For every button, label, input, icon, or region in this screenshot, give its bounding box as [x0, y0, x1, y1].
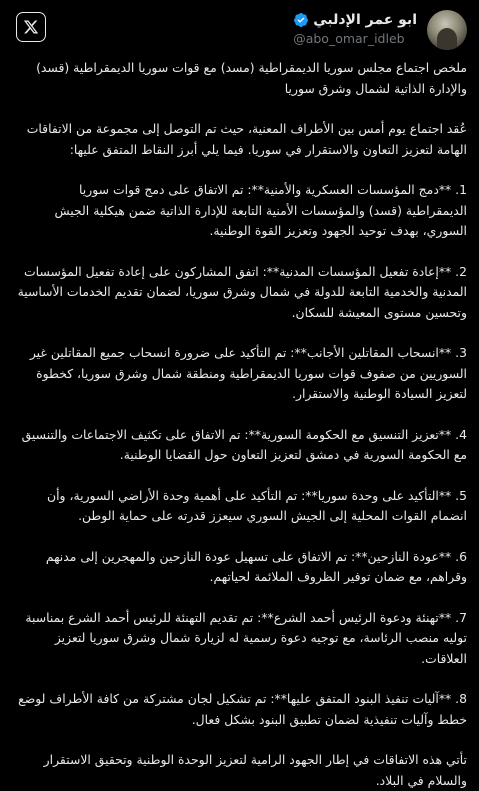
point-5: 5. **التأكيد على وحدة سوريا**: تم التأكيد على أهمية وحدة الأراضي السورية، وأن انضمام القوات المحلية إلى الجيش السوري سيعزز قدرته على حماية الوطن. [47, 487, 467, 523]
point-3: 3. **انسحاب المقاتلين الأجانب**: تم التأكيد على ضرورة انسحاب جميع المقاتلين غير السوريين من صفوف قوات سوريا الديمقراطية ومنطقة شمال وشرق سوريا، كخطوة لتعزيز السيادة الوطنية والاستقرار. [29, 345, 467, 401]
point-7: 7. **تهنئة ودعوة الرئيس أحمد الشرع**: تم تقديم التهنئة للرئيس أحمد الشرع بمناسبة توليه منصب الرئاسة، مع توجيه دعوة رسمية له لزيارة شمال وشرق سوريا لتعزيز العلاقات. [25, 609, 467, 666]
x-logo-icon [23, 19, 39, 35]
author-block[interactable] [293, 10, 467, 50]
post-header [14, 10, 467, 56]
author-names [293, 10, 417, 48]
name-row [293, 11, 417, 29]
x-open-button[interactable] [16, 12, 46, 42]
post-intro: عُقد اجتماع يوم أمس بين الأطراف المعنية، حيث تم التوصل إلى مجموعة من الاتفاقات الهامة لتعزيز التعاون والاستقرار في سوريا. فيما يلي أبرز النقاط المتفق عليها: [26, 121, 467, 157]
avatar[interactable] [427, 10, 467, 50]
post-closing: تأتي هذه الاتفاقات في إطار الجهود الرامية لتعزيز الوحدة الوطنية وتحقيق الاستقرار والسلام في البلاد. [43, 752, 467, 788]
point-2: 2. **إعادة تفعيل المؤسسات المدنية**: اتفق المشاركون على إعادة تفعيل المؤسسات المدنية والخدمية التابعة للدولة في شمال وشرق سوريا، لضمان تقديم الخدمات الأساسية وتحسين مستوى المعيشة للسكان. [17, 263, 467, 320]
author-handle[interactable]: @abo_omar_idleb [293, 31, 405, 46]
point-8: 8. **آليات تنفيذ البنود المتفق عليها**: تم تشكيل لجان مشتركة من كافة الأطراف لوضع خطط وآليات تنفيذية لضمان تطبيق البنود بشكل فعال. [18, 691, 467, 727]
point-4: 4. **تعزيز التنسيق مع الحكومة السورية**: تم الاتفاق على تكثيف الاجتماعات والتنسيق مع الحكومة السورية في دمشق لتعزيز التعاون حول القضايا الوطنية. [21, 426, 467, 462]
point-6: 6. **عودة النازحين**: تم الاتفاق على تسهيل عودة النازحين والمهجرين إلى مدنهم وقراهم، مع ضمان توفير الظروف الملائمة لحياتهم. [45, 548, 467, 584]
author-display-name[interactable]: ابو عمر الإدلبي [313, 12, 417, 28]
post-title: ملخص اجتماع مجلس سوريا الديمقراطية (مسد) مع قوات سوريا الديمقراطية (قسد) والإدارة الذاتية لشمال وشرق سوريا [36, 60, 467, 96]
post-text [14, 58, 467, 791]
verified-badge-icon [293, 12, 309, 28]
point-1: 1. **دمج المؤسسات العسكرية والأمنية**: تم الاتفاق على دمج قوات سوريا الديمقراطية (قسد) والمؤسسات الأمنية التابعة للإدارة الذاتية ضمن هيكلية الجيش السوري، بهدف توحيد الجهود وتعزيز القوة الوطنية. [54, 182, 467, 238]
